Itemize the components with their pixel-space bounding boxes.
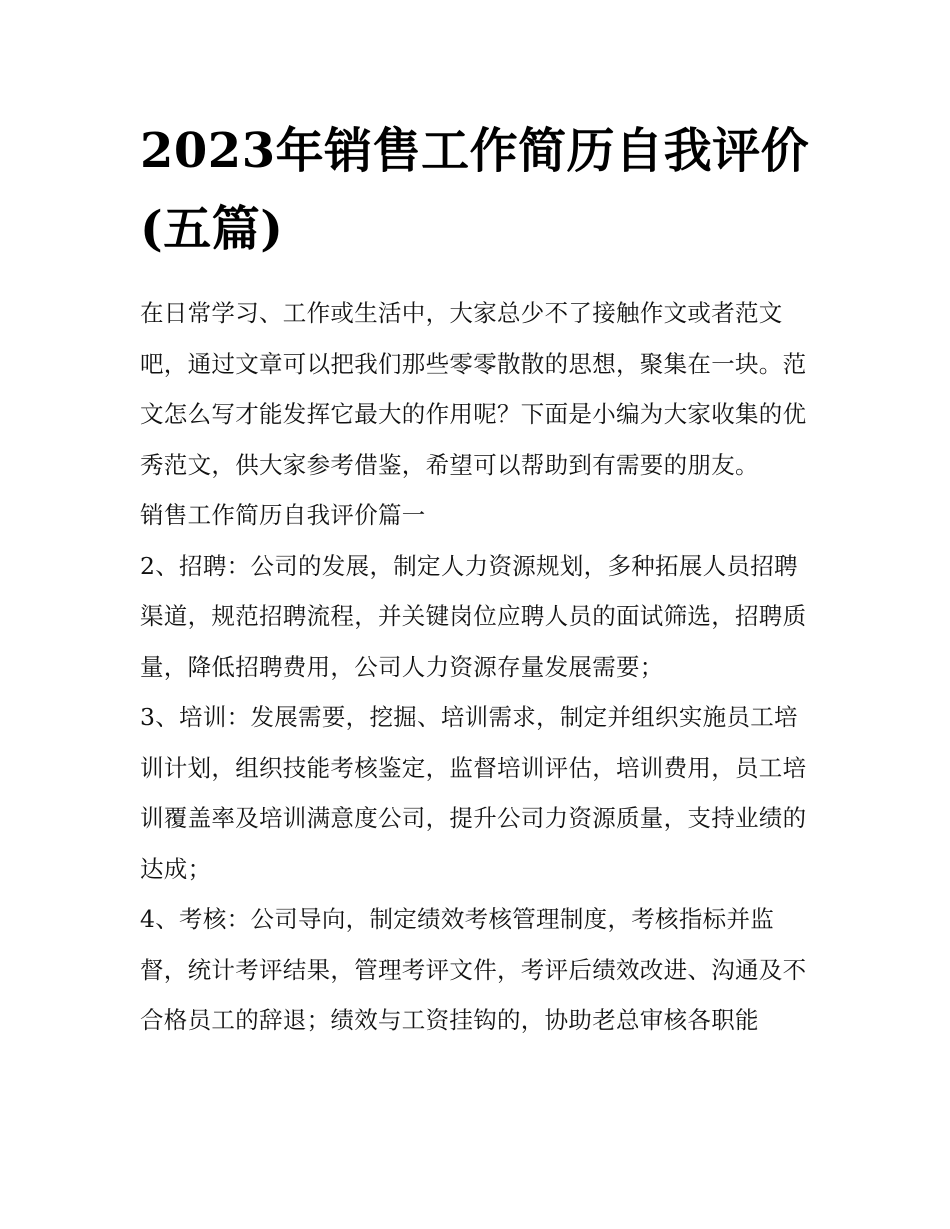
list-item-training: 3、培训：发展需要，挖掘、培训需求，制定并组织实施员工培训计划，组织技能考核鉴定，监督培训评估，培训费用，员工培训覆盖率及培训满意度公司，提升公司力资源质量，支持业绩的达成； — [140, 703, 807, 883]
document-title: 2023年销售工作简历自我评价(五篇) — [140, 123, 810, 257]
list-item-assessment: 4、考核：公司导向，制定绩效考核管理制度，考核指标并监督，统计考评结果，管理考评文件，考评后绩效改进、沟通及不合格员工的辞退；绩效与工资挂钩的，协助老总审核各职能 — [140, 905, 807, 1034]
section-heading: 销售工作简历自我评价篇一 — [140, 501, 426, 529]
intro-paragraph: 在日常学习、工作或生活中，大家总少不了接触作文或者范文吧，通过文章可以把我们那些零零散散的思想，聚集在一块。范文怎么写才能发挥它最大的作用呢？下面是小编为大家收集的优秀范文，供大家参考借鉴，希望可以帮助到有需要的朋友。 — [140, 299, 807, 479]
document-body — [140, 288, 820, 1046]
list-item-recruitment: 2、招聘：公司的发展，制定人力资源规划，多种拓展人员招聘渠道，规范招聘流程，并关键岗位应聘人员的面试筛选，招聘质量，降低招聘费用，公司人力资源存量发展需要； — [140, 551, 807, 681]
document-page — [140, 112, 820, 1046]
